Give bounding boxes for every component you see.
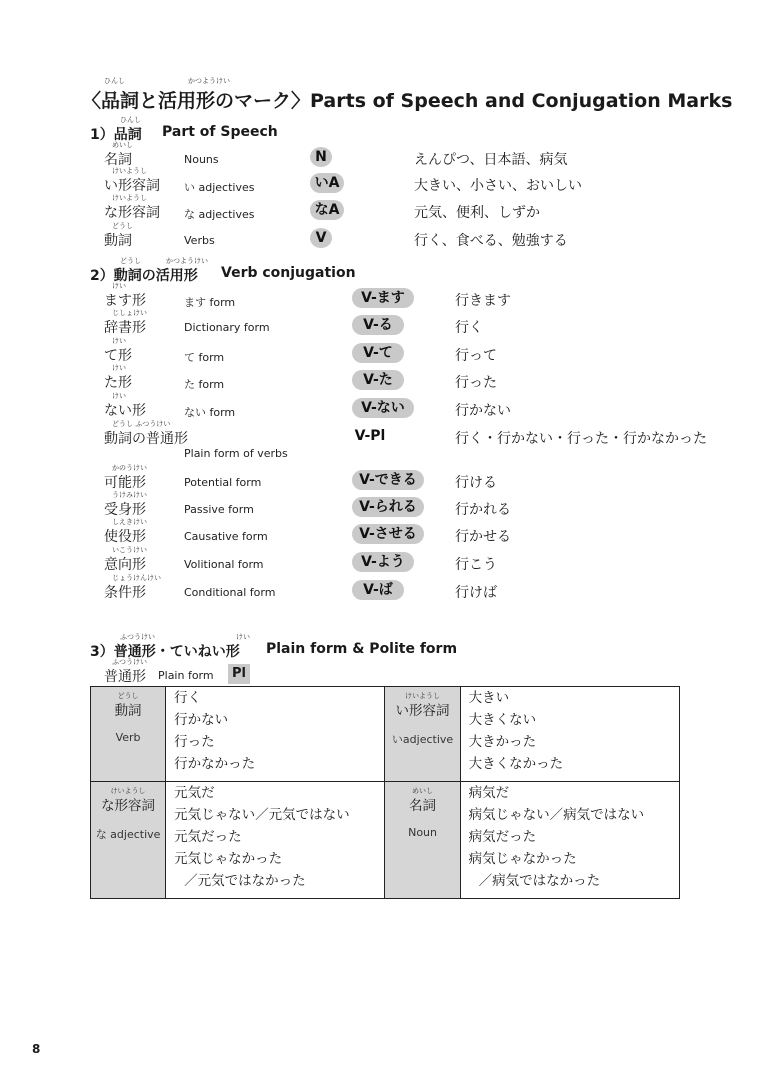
pos-name-en: な adjectives <box>184 208 255 221</box>
conj-mark: V-Pl <box>354 428 386 444</box>
form-line: ／病気ではなかった <box>478 873 601 889</box>
conj-name: 条件形 <box>104 585 146 601</box>
section2-ruby-katsuyoukei: かつようけい <box>166 257 208 265</box>
conj-mark: V-できる <box>352 470 424 490</box>
conj-mark: V-て <box>352 343 404 363</box>
conj-name-en: Dictionary form <box>184 321 270 334</box>
conj-name-en: Passive form <box>184 503 254 516</box>
plain-form-table <box>90 686 680 899</box>
section3-ruby-futsuukei: ふつうけい <box>120 633 155 641</box>
pos-mark: なA <box>310 200 344 220</box>
plain-form-en: Plain form <box>158 669 214 682</box>
section2-heading: 2）動詞の活用形 <box>90 268 198 284</box>
pos-name: い形容詞 <box>104 178 160 194</box>
conj-name-en: Plain form of verbs <box>184 447 288 460</box>
label-en-verb: Verb <box>115 731 141 744</box>
table-label-cell <box>385 687 460 782</box>
form-line: 大きかった <box>468 734 537 750</box>
conj-name: 動詞の普通形 <box>104 431 188 447</box>
table-value-cell <box>166 782 385 899</box>
title-ruby-hinshi: ひんし <box>104 77 125 85</box>
conj-name: 受身形 <box>104 502 146 518</box>
plain-form-jp: 普通形 <box>104 669 146 685</box>
form-line: 病気じゃない／病気ではない <box>468 807 645 823</box>
label-jp <box>385 692 459 719</box>
table-label-cell <box>385 782 460 899</box>
form-line: 大きくない <box>468 712 537 728</box>
row-ruby: いこうけい <box>112 546 147 554</box>
conj-mark: V-る <box>352 315 404 335</box>
table-label-cell <box>91 782 166 899</box>
label-verb: 動詞 <box>114 703 142 719</box>
conj-name: 可能形 <box>104 475 146 491</box>
pos-example: 元気、便利、しずか <box>414 205 540 221</box>
form-line: 元気だ <box>174 785 215 801</box>
form-line: 元気じゃなかった <box>174 851 283 867</box>
section1-heading: 1）品詞 <box>90 127 142 143</box>
row-ruby: かのうけい <box>112 464 147 472</box>
page-number: 8 <box>32 1042 41 1056</box>
row-ruby: けいようし <box>112 167 147 175</box>
row-ruby: めいし <box>112 141 133 149</box>
conj-example: 行けば <box>455 585 497 601</box>
conj-name: ない形 <box>104 403 146 419</box>
pos-name-en: い adjectives <box>184 181 255 194</box>
row-ruby: じしょけい <box>112 309 147 317</box>
conj-example: 行こう <box>455 557 497 573</box>
row-ruby: けいようし <box>112 194 147 202</box>
conj-example: 行く・行かない・行った・行かなかった <box>455 431 707 447</box>
section3-heading: 3）普通形・ていねい形 <box>90 644 240 660</box>
conj-name-en: Causative form <box>184 530 268 543</box>
conj-name-en: Conditional form <box>184 586 276 599</box>
conj-name-en: Volitional form <box>184 558 264 571</box>
row-ruby: けい <box>112 337 126 345</box>
conj-example: 行かない <box>455 403 511 419</box>
form-line: 病気じゃなかった <box>468 851 577 867</box>
section2-heading-en: Verb conjugation <box>221 265 356 281</box>
form-line: ／元気ではなかった <box>184 873 306 889</box>
label-ruby: どうし <box>117 692 139 700</box>
label-na-adjective: な形容詞 <box>101 798 156 814</box>
row-ruby: けい <box>112 282 126 290</box>
section1-ruby: ひんし <box>120 116 141 124</box>
pos-example: えんぴつ、日本語、病気 <box>414 152 568 168</box>
table-row <box>91 782 680 899</box>
row-ruby: どうし <box>112 222 133 230</box>
page-title: 〈品詞と活用形のマーク〉Parts of Speech and Conjugation Marks <box>82 90 733 112</box>
conj-mark: V-ない <box>352 398 414 418</box>
form-line: 元気だった <box>174 829 242 845</box>
pos-name: な形容詞 <box>104 205 160 221</box>
conj-mark: V-させる <box>352 524 424 544</box>
row-ruby: どうし ふつうけい <box>112 420 171 428</box>
form-line: 大きい <box>468 690 510 706</box>
row-ruby: うけみけい <box>112 491 147 499</box>
form-line: 大きくなかった <box>468 756 564 772</box>
conj-name-en: た form <box>184 378 225 391</box>
form-line: 行かない <box>174 712 229 728</box>
pos-example: 大きい、小さい、おいしい <box>414 178 582 194</box>
conj-example: 行きます <box>455 293 511 309</box>
label-en-noun: Noun <box>408 826 437 839</box>
table-value-cell <box>460 782 679 899</box>
pos-name-en: Verbs <box>184 234 215 247</box>
conj-mark: V-ば <box>352 580 404 600</box>
pos-mark: V <box>310 228 332 248</box>
label-ruby: けいようし <box>110 787 146 795</box>
plain-form-mark: Pl <box>228 664 250 684</box>
label-jp <box>385 787 459 814</box>
row-ruby: しえきけい <box>112 518 147 526</box>
label-i-adjective: い形容詞 <box>395 703 450 719</box>
label-en-na-adjective: な adjective <box>95 828 161 841</box>
label-ruby: めいし <box>412 787 434 795</box>
table-row <box>91 687 680 782</box>
title-ruby-katsuyoukei: かつようけい <box>188 77 230 85</box>
pos-name-en: Nouns <box>184 153 219 166</box>
conj-name-en: ない form <box>184 406 236 419</box>
label-jp <box>91 787 165 814</box>
conj-example: 行った <box>455 375 497 391</box>
conj-name: た形 <box>104 375 132 391</box>
plain-form-ruby: ふつうけい <box>112 658 147 666</box>
conj-name: 意向形 <box>104 557 146 573</box>
section2-ruby-doushi: どうし <box>120 257 141 265</box>
form-line: 病気だった <box>468 829 537 845</box>
pos-example: 行く、食べる、勉強する <box>414 233 568 249</box>
label-noun: 名詞 <box>409 798 437 814</box>
label-jp <box>91 692 165 719</box>
row-ruby: けい <box>112 392 126 400</box>
conj-mark: V-よう <box>352 552 414 572</box>
conj-example: 行って <box>455 348 497 364</box>
form-line: 行った <box>174 734 215 750</box>
row-ruby: けい <box>112 364 126 372</box>
form-line: 行く <box>174 690 202 706</box>
conj-example: 行く <box>455 320 483 336</box>
conj-name-en: ます form <box>184 296 236 309</box>
table-label-cell <box>91 687 166 782</box>
pos-mark: N <box>310 147 332 167</box>
conj-name-en: Potential form <box>184 476 262 489</box>
form-line: 病気だ <box>468 785 510 801</box>
section3-heading-en: Plain form & Polite form <box>266 641 458 657</box>
label-ruby: けいようし <box>405 692 441 700</box>
section1-heading-en: Part of Speech <box>162 124 278 140</box>
row-ruby: じょうけんけい <box>112 574 161 582</box>
form-line: 元気じゃない／元気ではない <box>174 807 350 823</box>
label-en-i-adjective: いadjective <box>391 733 454 746</box>
pos-name: 動詞 <box>104 233 132 249</box>
pos-mark: いA <box>310 173 344 193</box>
conj-name: 使役形 <box>104 529 146 545</box>
conj-name: ます形 <box>104 293 146 309</box>
pos-name: 名詞 <box>104 152 132 168</box>
form-line: 行かなかった <box>174 756 256 772</box>
conj-example: 行かれる <box>455 502 511 518</box>
conj-mark: V-られる <box>352 497 424 517</box>
conj-name: て形 <box>104 348 132 364</box>
table-value-cell <box>166 687 385 782</box>
section3-ruby-kei: けい <box>236 633 250 641</box>
table-value-cell <box>460 687 679 782</box>
conj-mark: V-た <box>352 370 404 390</box>
conj-name: 辞書形 <box>104 320 146 336</box>
conj-example: 行かせる <box>455 529 511 545</box>
conj-example: 行ける <box>455 475 497 491</box>
conj-name-en: て form <box>184 351 225 364</box>
conj-mark: V-ます <box>352 288 414 308</box>
